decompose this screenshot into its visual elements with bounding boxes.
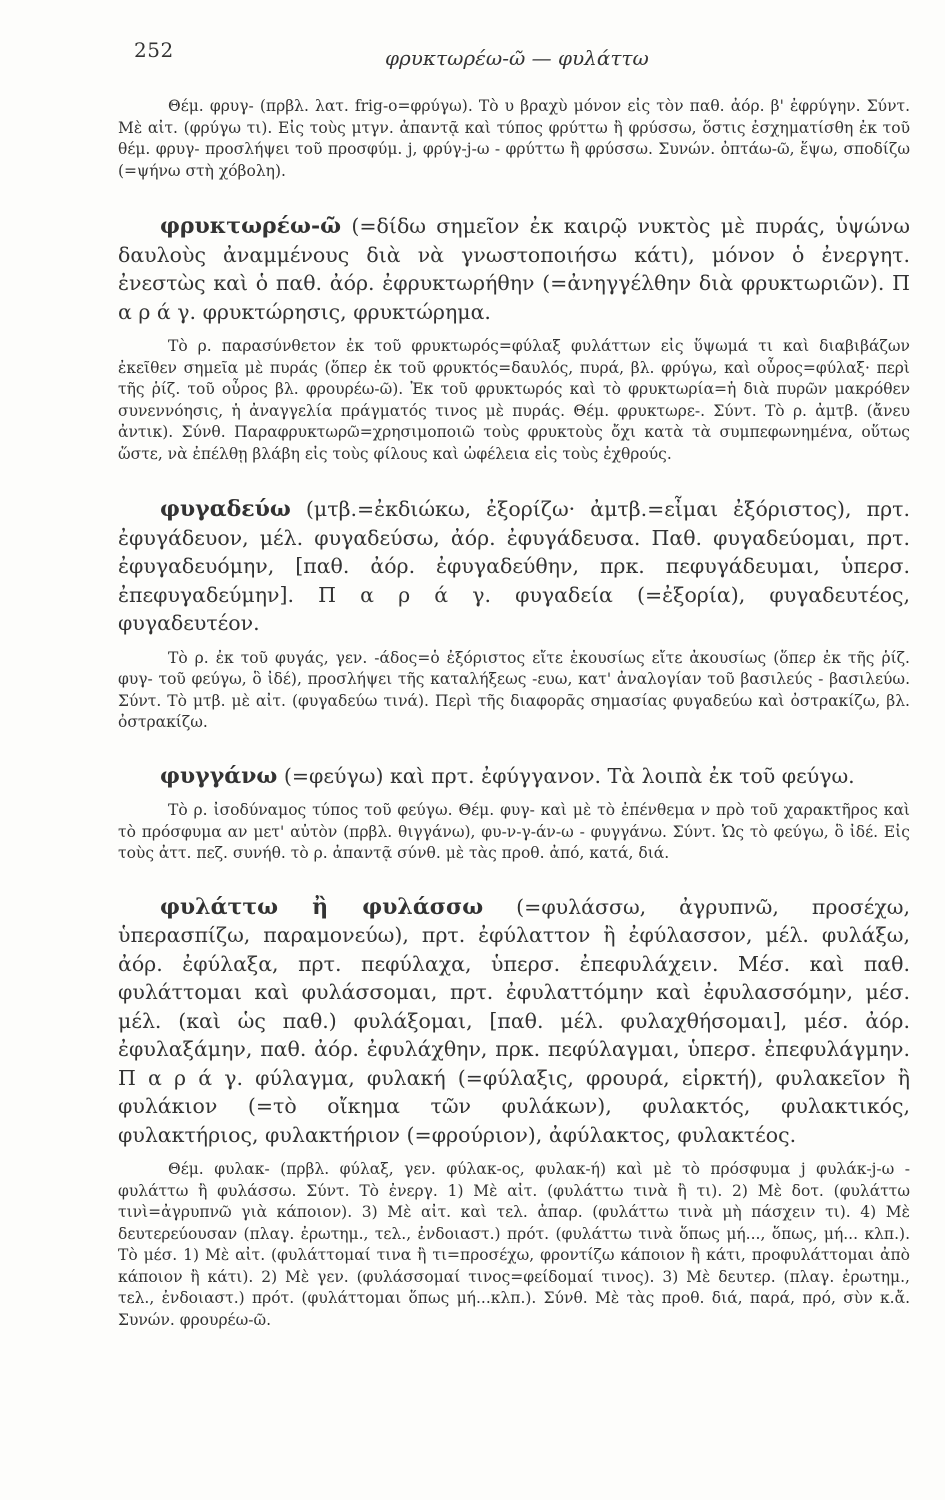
etymology-note: Τὸ ρ. ἰσοδύναμος τύπος τοῦ φεύγω. Θέμ. φυγ- καὶ μὲ τὸ ἐπένθεμα ν πρὸ τοῦ χαρακτῆρος καὶ τὸ πρόσφυμα αν μετ' αὐτὸν (πρβλ. θιγγάνω), φυ-ν-γ-άν-ω - φυγγάνω. Σύντ. Ὡς τὸ φεύγω, ὃ ἰδέ. Εἰς τοὺς ἀττ. πεζ. συνήθ. τὸ ρ. ἀπαντᾷ σύνθ. μὲ τὰς προθ. ἀπό, κατά, διά. (118, 801, 910, 862)
entry-body: (=δίδω σημεῖον ἐκ καιρῷ νυκτὸς μὲ πυράς, ὑψώνω δαυλοὺς ἀναμμένους διὰ νὰ γνωστοποιήσω κάτι), μόνον ὁ ἐνεργητ. ἐνεστὼς καὶ ὁ παθ. ἀόρ. ἐφρυκτωρήθην (=ἀνηγγέλθην διὰ φρυκτωριῶν). Π α ρ ά γ. φρυκτώρησις, φρυκτώρημα. (118, 214, 910, 324)
dictionary-entry (118, 762, 910, 791)
dictionary-entry (118, 212, 910, 326)
entry-headword: φυγαδεύω (160, 496, 291, 522)
dictionary-entry (118, 495, 910, 638)
etymology-note: Θέμ. φρυγ- (πρβλ. λατ. frig-o=φρύγω). Τὸ υ βραχὺ μόνον εἰς τὸν παθ. ἀόρ. β' ἐφρύγην. Σύντ. Μὲ αἰτ. (φρύγω τι). Εἰς τοὺς μτγν. ἀπαντᾷ καὶ τύπος φρύττω ἢ φρύσσω, ὅστις ἐσχηματίσθη ἐκ τοῦ θέμ. φρυγ- προσλήψει τοῦ προσφύμ. j, φρύγ-j-ω - φρύττω ἢ φρύσσω. Συνών. ὀπτάω-ῶ, ἕψω, σποδίζω (=ψήνω στὴ χόβολη). (118, 97, 910, 180)
page-content (118, 96, 910, 1331)
entry-body: (=φεύγω) καὶ πρτ. ἐφύγγανον. Τὰ λοιπὰ ἐκ τοῦ φεύγω. (277, 763, 855, 788)
etymology-note: Θέμ. φυλακ- (πρβλ. φύλαξ, γεν. φύλακ-ος, φυλακ-ή) καὶ μὲ τὸ πρόσφυμα j φυλάκ-j-ω - φυλάττω ἢ φυλάσσω. Σύντ. Τὸ ἐνεργ. 1) Μὲ αἰτ. (φυλάττω τινὰ ἢ τι). 2) Μὲ δοτ. (φυλάττω τινὶ=ἀγρυπνῶ γιὰ κάποιον). 3) Μὲ αἰτ. καὶ τελ. ἀπαρ. (φυλάττω τινὰ μὴ πάσχειν τι). 4) Μὲ δευτερεύουσαν (πλαγ. ἐρωτημ., τελ., ἐνδοιαστ.) πρότ. (φυλάττω τινὰ ὅπως μή..., ὅπως, μή... κλπ.). Τὸ μέσ. 1) Μὲ αἰτ. (φυλάττομαί τινα ἢ τι=προσέχω, φροντίζω κάποιον ἢ κάτι, προφυλάττομαι ἀπὸ κάποιον ἢ κάτι). 2) Μὲ γεν. (φυλάσσομαί τινος=φείδομαί τινος). 3) Μὲ δευτερ. (πλαγ. ἐρωτημ., τελ., ἐνδοιαστ.) πρότ. (φυλάττομαι ὅπως μή...κλπ.). Σύνθ. Μὲ τὰς προθ. διά, παρά, πρό, σὺν κ.ἄ. Συνών. φρουρέω-ῶ. (118, 1160, 910, 1329)
running-head: φρυκτωρέω-ῶ — φυλάττω (385, 46, 649, 70)
entry-body: (=φυλάσσω, ἀγρυπνῶ, προσέχω, ὑπερασπίζω, παραμονεύω), πρτ. ἐφύλαττον ἢ ἐφύλασσον, μέλ. φυλάξω, ἀόρ. ἐφύλαξα, πρτ. πεφύλαχα, ὑπερσ. ἐπεφυλάχειν. Μέσ. καὶ παθ. φυλάττομαι καὶ φυλάσσομαι, πρτ. ἐφυλαττόμην καὶ ἐφυλασσόμην, μέσ. μέλ. (καὶ ὡς παθ.) φυλάξομαι, [παθ. μέλ. φυλαχθήσομαι], μέσ. ἀόρ. ἐφυλαξάμην, παθ. ἀόρ. ἐφυλάχθην, πρκ. πεφύλαγμαι, ὑπερσ. ἐπεφυλάγμην. Π α ρ ά γ. φύλαγμα, φυλακή (=φύλαξις, φρουρά, εἱρκτή), φυλακεῖον ἢ φυλάκιον (=τὸ οἴκημα τῶν φυλάκων), φυλακτός, φυλακτικός, φυλακτήριος, φυλακτήριον (=φρούριον), ἀφύλακτος, φυλακτέος. (118, 894, 910, 1147)
page-number: 252 (134, 38, 174, 62)
entry-headword: φυγγάνω (160, 762, 278, 789)
entry-headword: φυλάττω ἢ φυλάσσω (160, 893, 484, 920)
entry-headword: φρυκτωρέω-ῶ (160, 213, 342, 239)
etymology-note: Τὸ ρ. ἐκ τοῦ φυγάς, γεν. -άδος=ὁ ἐξόριστος εἴτε ἑκουσίως εἴτε ἀκουσίως (ὅπερ ἐκ τῆς ῥίζ. φυγ- τοῦ φεύγω, ὃ ἰδέ), προσλήψει τῆς καταλήξεως -ευω, κατ' ἀναλογίαν τοῦ βασιλεύς - βασιλεύω. Σύντ. Τὸ μτβ. μὲ αἰτ. (φυγαδεύω τινά). Περὶ τῆς διαφορᾶς σημασίας φυγαδεύω καὶ ὀστρακίζω, βλ. ὀστρακίζω. (118, 648, 910, 731)
entry-body: (μτβ.=ἐκδιώκω, ἐξορίζω· ἀμτβ.=εἶμαι ἐξόριστος), πρτ. ἐφυγάδευον, μέλ. φυγαδεύσω, ἀόρ. ἐφυγάδευσα. Παθ. φυγαδεύομαι, πρτ. ἐφυγαδευόμην, [παθ. ἀόρ. ἐφυγαδεύθην, πρκ. πεφυγάδευμαι, ὑπερσ. ἐπεφυγαδεύμην]. Π α ρ ά γ. φυγαδεία (=ἐξορία), φυγαδευτέος, φυγαδευτέον. (118, 497, 910, 635)
dictionary-entry (118, 893, 910, 1150)
etymology-note: Τὸ ρ. παρασύνθετον ἐκ τοῦ φρυκτωρός=φύλαξ φυλάττων εἰς ὕψωμά τι καὶ διαβιβάζων ἐκεῖθεν σημεῖα μὲ πυράς (ὅπερ ἐκ τοῦ φρυκτός=δαυλός, πυρά, βλ. φρύγω, καὶ οὖρος=φύλαξ· περὶ τῆς ῥίζ. τοῦ οὖρος βλ. φρουρέω-ῶ). Ἐκ τοῦ φρυκτωρός καὶ τὸ φρυκτωρία=ἡ διὰ πυρῶν μακρόθεν συνεννόησις, ἡ ἀναγγελία πράγματός τινος μὲ πυράς. Θέμ. φρυκτωρε-. Σύντ. Τὸ ρ. ἀμτβ. (ἄνευ ἀντικ). Σύνθ. Παραφρυκτωρῶ=χρησιμοποιῶ τοὺς φρυκτοὺς ὄχι κατὰ τὰ συμπεφωνημένα, οὕτως ὥστε, νὰ ἐπέλθῃ βλάβη εἰς τοὺς φίλους καὶ ὠφέλεια εἰς τοὺς ἐχθρούς. (118, 337, 910, 463)
